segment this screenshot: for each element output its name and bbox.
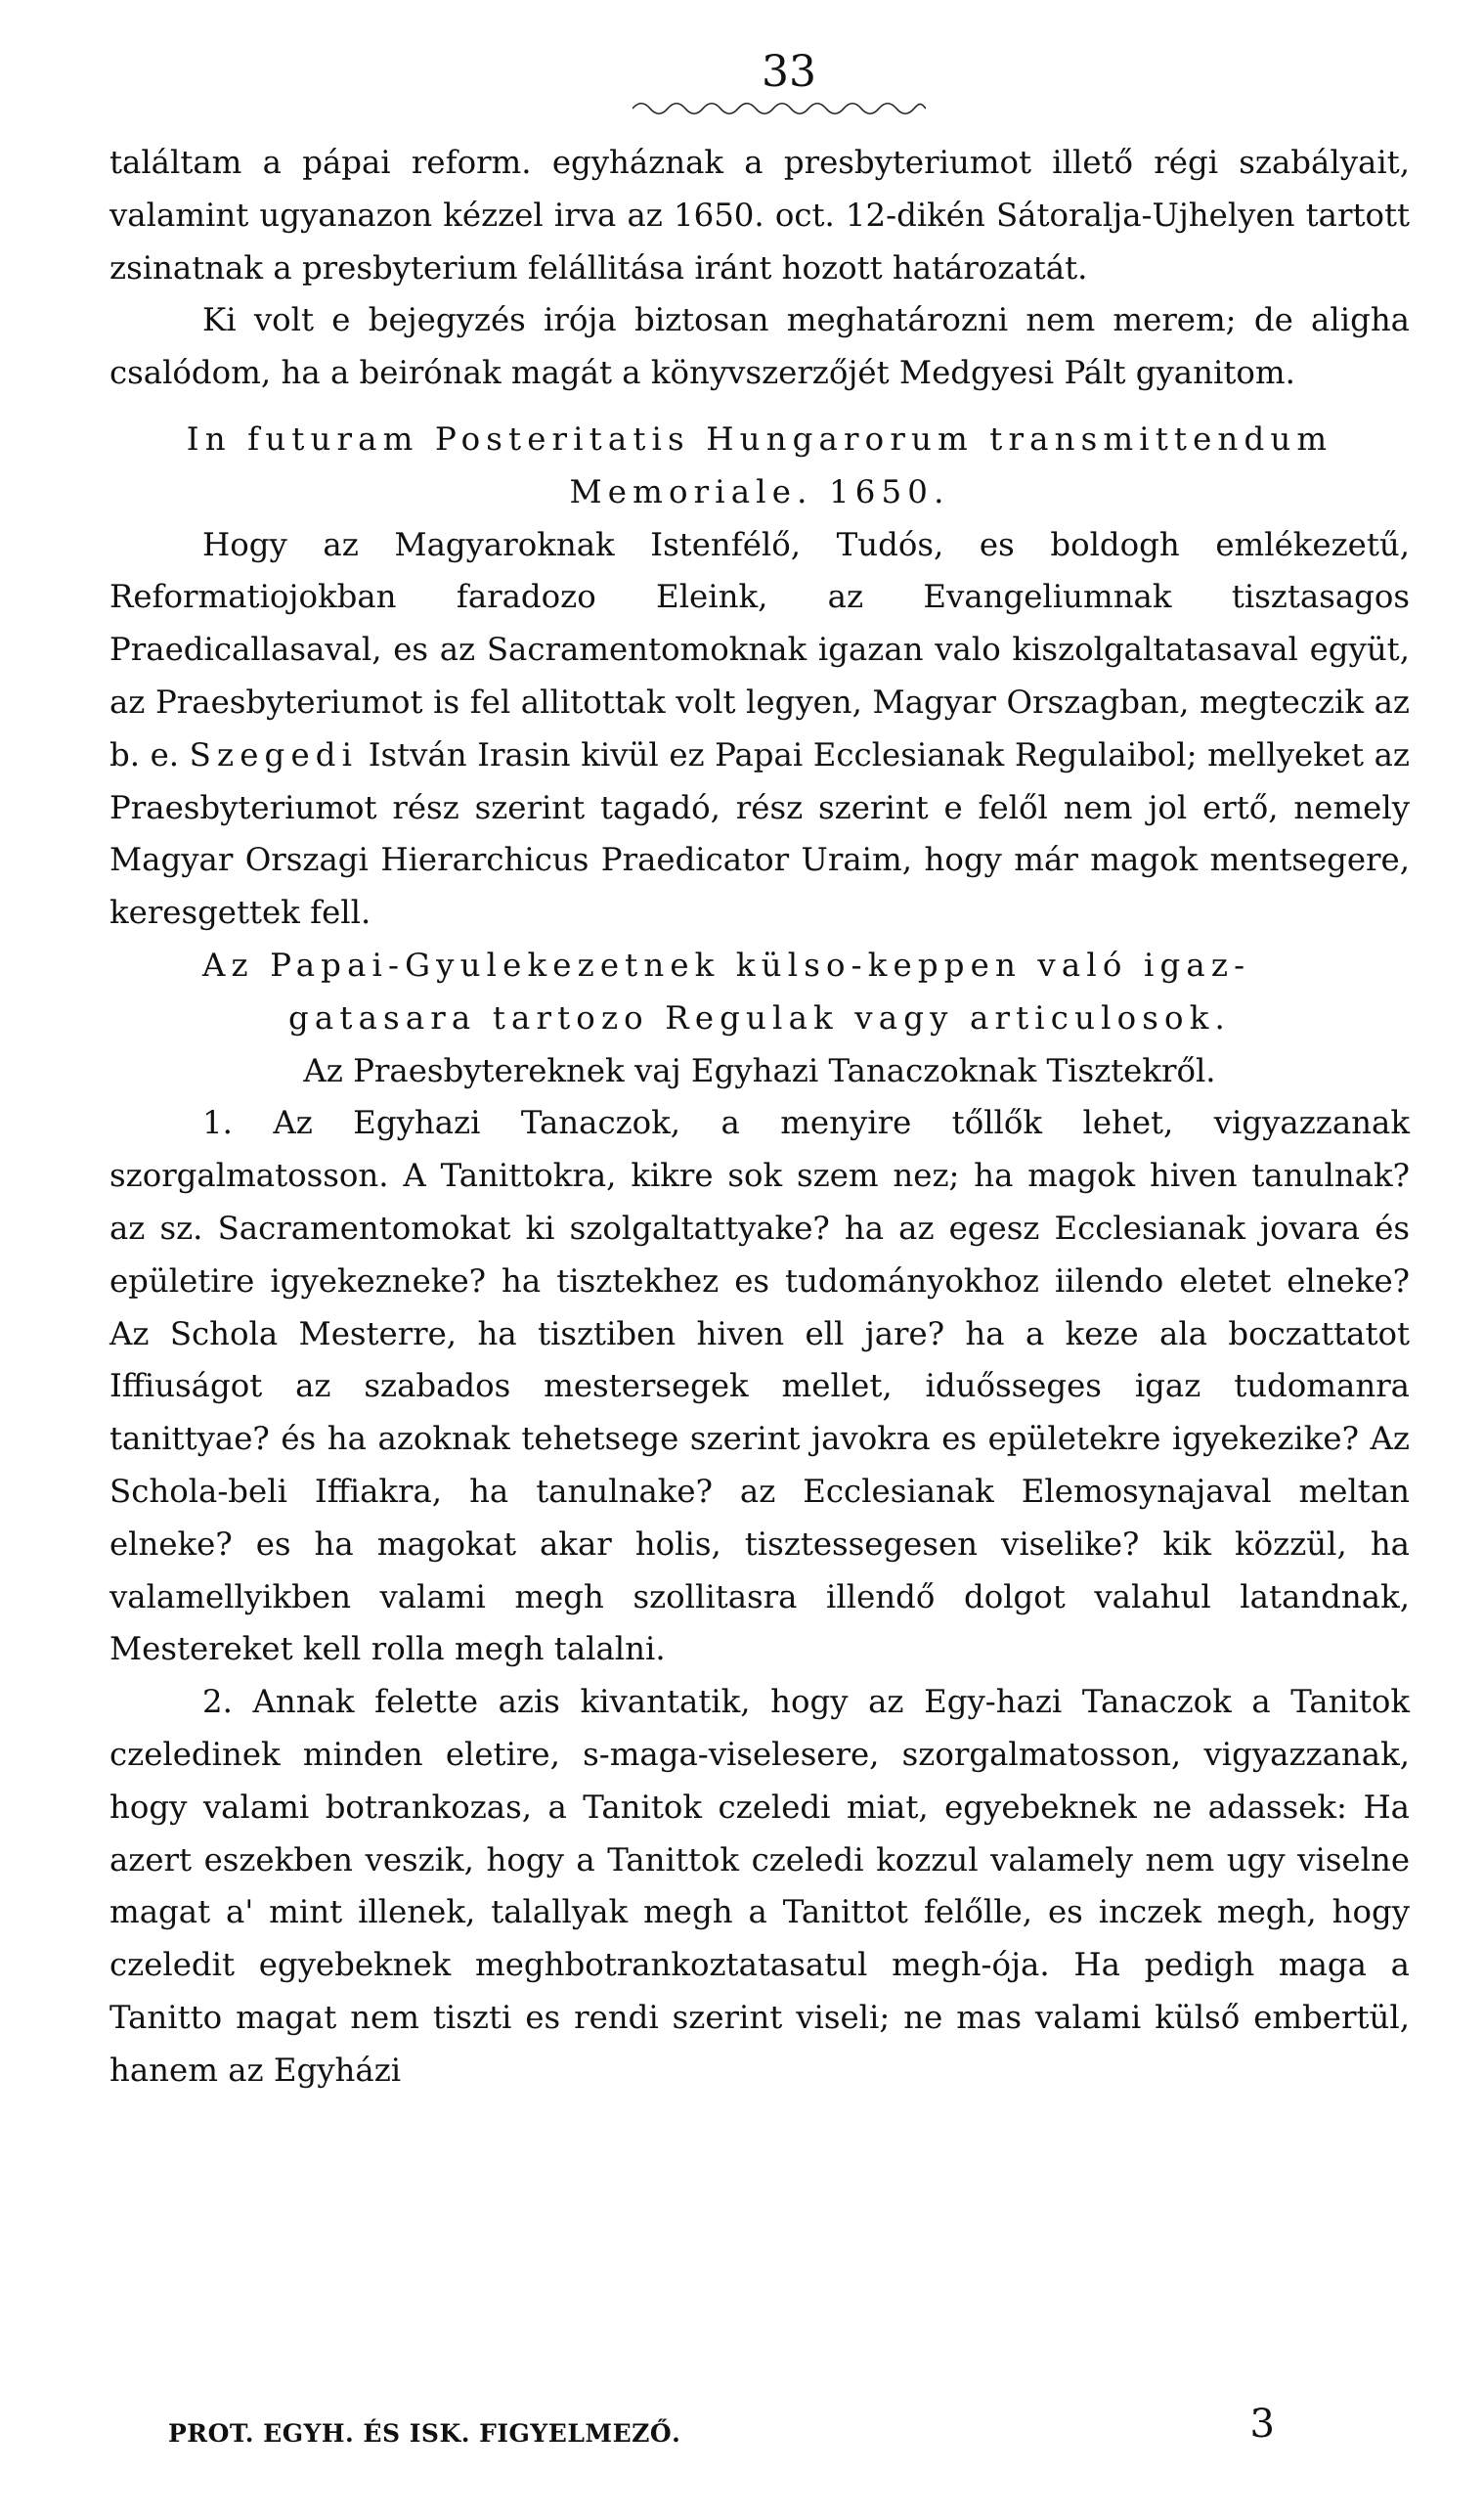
memoriale-text-b: István Irasin kivül ez Papai Ecclesianak Regulaibol; mellyeket az Praesbyteriumot rész szerint tagadó, rész szerint e felől nem jol ertő, nemely Magyar Orszagi Hierarchicus Praedicator Uraim, hogy már magok mentsegere, keresgettek fell. xyxy=(109,735,1410,932)
decorative-flourish xyxy=(633,100,926,117)
name-szegedi: Szegedi xyxy=(189,735,359,773)
paragraph-intro: találtam a pápai reform. egyháznak a presbyteriumot illető régi szabályait, valamint ugyanazon kézzel irva az 1650. oct. 12-dikén Sátoralja-Ujhelyen tartott zsinatnak a presbyterium felállitása iránt hozott határozatát. xyxy=(109,144,1410,287)
heading-regulak-line-1: Az Papai-Gyulekezetnek külso-keppen való igaz- xyxy=(202,946,1251,984)
journal-title: PROT. EGYH. ÉS ISK. FIGYELMEZŐ. xyxy=(168,2419,681,2448)
memoriale-text-a: Hogy az Magyaroknak Istenfélő, Tudós, es boldogh emlékezetű, Reformatiojokban faradozo Eleink, az Evangeliumnak tisztasagos Praedicallasaval, es az Sacramentomoknak igazan valo kiszolgaltatasaval együt, az Praesbyteriumot is fel allitottak volt legyen, Magyar Orszagban, megteczik az b. e. xyxy=(109,525,1410,773)
page-number: 33 xyxy=(762,47,816,97)
paragraph-author-note: Ki volt e bejegyzés irója biztosan meghatározni nem merem; de aligha csalódom, ha a beirónak magát a könyvszerzőjét Medgyesi Pált gyanitom. xyxy=(109,301,1410,392)
book-page xyxy=(109,39,1410,2503)
heading-memoriale-line-2: Memoriale. 1650. xyxy=(569,472,950,510)
paragraph-memoriale xyxy=(109,519,1410,940)
page-footer xyxy=(168,2402,1410,2456)
heading-praesbyterek: Az Praesbytereknek vaj Egyhazi Tanaczoknak Tisztekről. xyxy=(303,1051,1216,1089)
paragraph-article-1: 1. Az Egyhazi Tanaczok, a menyire tőllők lehet, vigyazzanak szorgalmatosson. A Tanittokra, kikre sok szem nez; ha magok hiven tanulnak? az sz. Sacramentomokat ki szolgaltattyake? ha az egesz Ecclesianak jovara és epületire igyekezneke? ha tisztekhez es tudományokhoz iilendo eletet elneke? Az Schola Mesterre, ha tisztiben hiven ell jare? ha a keze ala boczattatot Iffiuságot az szabados mestersegek mellet, iduősseges igaz tudomanra tanittyae? és ha azoknak tehetsege szerint javokra es epületekre igyekezike? Az Schola-beli Iffiakra, ha tanulnake? az Ecclesianak Elemosynajaval meltan elneke? es ha magokat akar holis, tisztessegesen viselike? kik közzül, ha valamellyikben valami megh szollitasra illendő dolgot valahul latandnak, Mestereket kell rolla megh talalni. xyxy=(109,1104,1410,1668)
heading-regulak-line-2: gatasara tartozo Regulak vagy articulosok. xyxy=(288,998,1231,1037)
heading-memoriale-line-1: In futuram Posteritatis Hungarorum transmittendum xyxy=(186,420,1333,458)
sheet-number: 3 xyxy=(1249,2402,1275,2447)
body-text xyxy=(109,137,1410,2097)
paragraph-article-2: 2. Annak felette azis kivantatik, hogy az Egy-hazi Tanaczok a Tanitok czeledinek minden eletire, s-maga-viselesere, szorgalmatosson, vigyazzanak, hogy valami botrankozas, a Tanitok czeledi miat, egyebeknek ne adassek: Ha azert eszekben veszik, hogy a Tanittok czeledi kozzul valamely nem ugy viselne magat a' mint illenek, talallyak megh a Tanittot felőlle, es inczek megh, hogy czeledit egyebeknek meghbotrankoztatasatul megh-ója. Ha pedigh maga a Tanitto magat nem tiszti es rendi szerint viseli; ne mas valami külső embertül, hanem az Egyházi xyxy=(109,1683,1410,2089)
